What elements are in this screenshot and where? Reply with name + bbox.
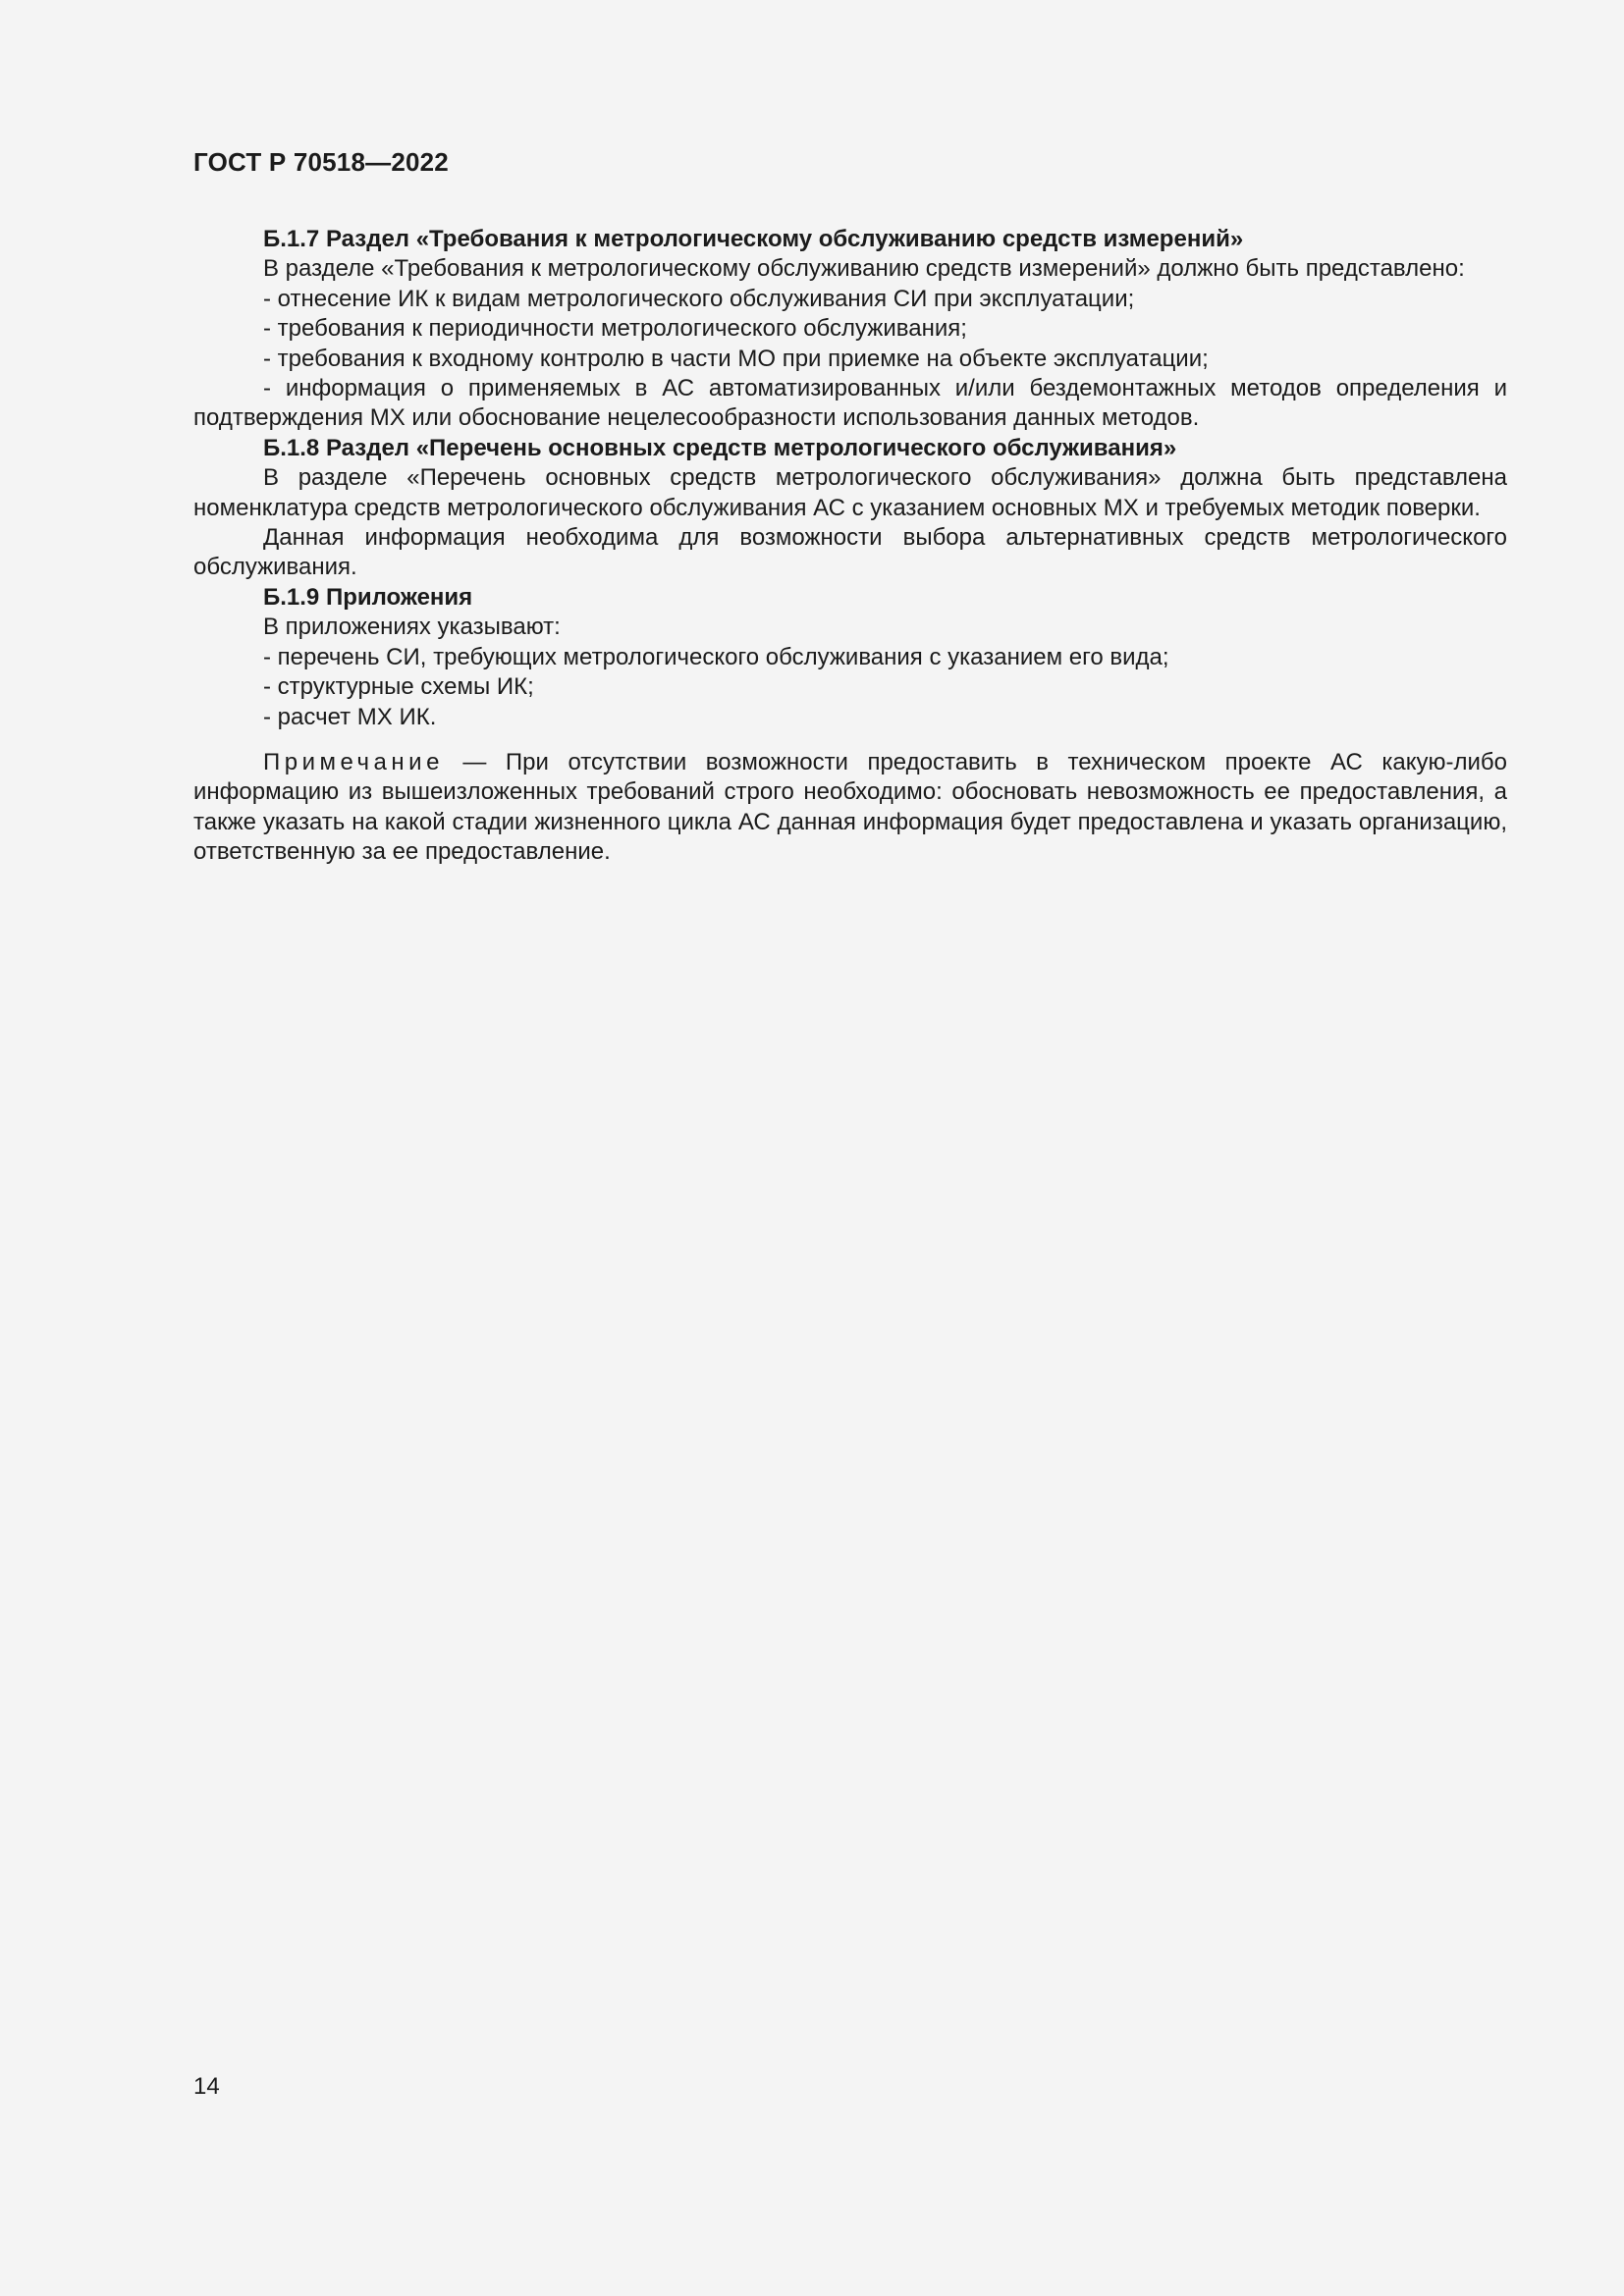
section-b17-item: - отнесение ИК к видам метрологического обслуживания СИ при эксплуатации; (263, 285, 1135, 312)
section-b19-item: - перечень СИ, требующих метрологического обслуживания с указанием его вида; (263, 643, 1169, 670)
section-b17-item: - требования к периодичности метрологического обслуживания; (263, 315, 967, 343)
note-paragraph (193, 748, 1507, 868)
section-b19-title: Б.1.9 Приложения (263, 583, 473, 611)
section-b17-item: - требования к входному контролю в части МО при приемке на объекте эксплуатации; (263, 345, 1209, 372)
section-b19-item: - структурные схемы ИК; (263, 673, 534, 701)
section-b18-paragraph: В разделе «Перечень основных средств метрологического обслуживания» должна быть представлена номенклатура средств метрологического обслуживания АС с указанием основных МХ и требуемых методик поверки. (193, 464, 1507, 521)
section-b19-intro: В приложениях указывают: (263, 614, 561, 641)
note-label: Примечание (263, 748, 444, 775)
note-text: — При отсутствии возможности предоставить в техническом проекте АС какую-либо информацию из вышеизложенных требований строго необходимо: обосновать невозможность ее предоставления, а также указать на какой стадии жизненного цикла АС данная информация будет предоставлена и указать организацию, ответственную за ее предоставление. (193, 748, 1507, 866)
page-number: 14 (193, 2073, 220, 2100)
document-code-header: ГОСТ Р 70518—2022 (193, 147, 449, 177)
section-b17-item: - информация о применяемых в АС автоматизированных и/или бездемонтажных методов определения и подтверждения МХ или обоснование нецелесообразности использования данных методов. (193, 375, 1507, 432)
document-body (193, 225, 1507, 868)
section-b17-intro: В разделе «Требования к метрологическому обслуживанию средств измерений» должно быть представлено: (263, 255, 1465, 283)
section-b17-title: Б.1.7 Раздел «Требования к метрологическому обслуживанию средств измерений» (263, 226, 1244, 252)
section-b18-paragraph: Данная информация необходима для возможности выбора альтернативных средств метрологического обслуживания. (193, 524, 1507, 581)
section-b19-item: - расчет МХ ИК. (263, 703, 437, 730)
section-b18-title: Б.1.8 Раздел «Перечень основных средств метрологического обслуживания» (263, 434, 1177, 461)
